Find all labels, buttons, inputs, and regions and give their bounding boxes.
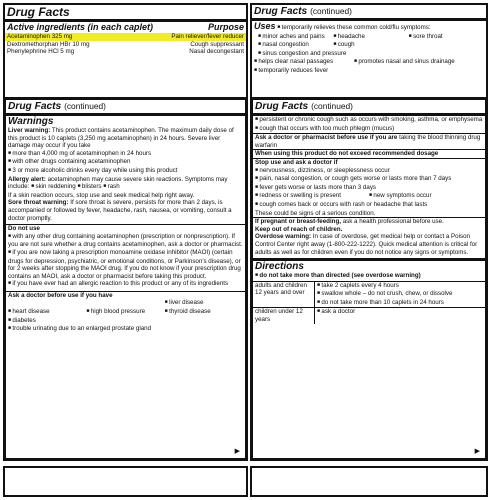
directions-bullet: ■ do not take more than directed (see overdose warning) xyxy=(253,272,485,281)
use-item: ■ sinus congestion and pressure xyxy=(252,50,486,59)
uses-row xyxy=(252,41,486,50)
allergy-symptom: ■ skin reddening xyxy=(31,183,76,190)
pregnancy-text: ask a health professional before use. xyxy=(342,218,444,226)
adults-bullet: ■ swallow whole – do not crush, chew, or dissolve xyxy=(315,290,485,299)
adults-bullet: ■ take 2 caplets every 4 hours xyxy=(315,282,485,291)
ask-pharmacist xyxy=(253,134,485,149)
keep-out-label: Keep out of reach of children. xyxy=(255,225,343,233)
do-not-use-bullet: ■ if you have ever had an allergic reaction to this product or any of its ingredients xyxy=(6,280,245,289)
sore-throat-warning xyxy=(6,199,245,222)
stop-bullet: ■ cough comes back or occurs with rash or headache that lasts xyxy=(253,201,485,210)
panel-directions xyxy=(250,97,488,461)
liver-warning xyxy=(6,127,245,150)
overdose-warning xyxy=(253,233,485,256)
do-not-use-label: Do not use xyxy=(8,225,40,233)
pregnancy-label: If pregnant or breast-feeding, xyxy=(255,218,341,226)
liver-label: Liver warning: xyxy=(8,127,51,134)
ask-pharmacist-text: taking the blood thinning drug warfarin xyxy=(255,134,481,149)
title-text: Drug Facts xyxy=(254,6,308,17)
active-header-row xyxy=(5,22,246,33)
do-not-use-bullet: ■ if you are now taking a prescription monoamine oxidase inhibitor (MAOI) (certain drugs for depression, psychiatric, or emotional conditions, or Parkinson's disease), or for 2 weeks after stopping the MAOI drug. If you do not know if your prescription drug contains an MAOI, ask a doctor or pharmacist before taking this product. xyxy=(6,249,245,280)
ingredient-row xyxy=(5,33,246,41)
stop-use-label: Stop use and ask a doctor if xyxy=(255,158,338,166)
condition-item: ■ liver disease xyxy=(165,299,243,308)
uses-label: Uses xyxy=(254,21,276,31)
purpose-heading: Purpose xyxy=(207,22,244,32)
stop-text: These could be signs of a serious condition. xyxy=(255,209,376,217)
active-ingredients-heading: Active ingredients (in each caplet) xyxy=(7,22,154,32)
panel-warnings xyxy=(3,97,248,461)
ask-doctor-label: Ask a doctor before use if you have xyxy=(8,291,113,299)
title-text: Drug Facts xyxy=(8,101,62,112)
ingredient-row xyxy=(5,48,246,56)
uses-line xyxy=(252,21,486,33)
ingredient-name: Acetaminophen 325 mg xyxy=(7,33,73,40)
liver-bullet: ■ with other drugs containing acetaminophen xyxy=(6,158,245,167)
do-not-use-bullet: ■ with any other drug containing acetaminophen (prescription or nonprescription). If you are not sure whether a drug contains acetaminophen, ask a doctor or pharmacist. xyxy=(6,233,245,249)
liver-text: This product contains acetaminophen. The maximum daily dose of this product is 10 caplets (3,250 mg acetaminophen) in 24 hours. Severe liver damage may occur if you take xyxy=(8,127,234,150)
stop-bullet: ■ fever gets worse or lasts more than 3 days xyxy=(253,184,485,193)
allergy-text: acetaminophen may cause severe skin reactions. Symptoms may include: xyxy=(8,175,228,191)
overdose-label: Overdose warning: xyxy=(255,233,312,241)
directions-heading: Directions xyxy=(255,261,304,273)
allergy-symptom: ■ blisters xyxy=(77,183,101,190)
panel-questions xyxy=(250,466,488,497)
panel-other-info xyxy=(3,466,248,497)
sore-label: Sore throat warning: xyxy=(8,199,69,207)
liver-bullet: ■ 3 or more alcoholic drinks every day while using this product xyxy=(6,167,245,176)
adults-bullet: ■ do not take more than 10 caplets in 24 hours xyxy=(315,299,485,308)
condition-item: ■ trouble urinating due to an enlarged prostate gland xyxy=(6,325,245,334)
condition-item: ■ thyroid disease xyxy=(165,308,243,317)
ingredient-name: Dextromethorphan HBr 10 mg xyxy=(7,40,90,48)
dosage-row-children xyxy=(253,308,485,323)
use-item: ■ headache xyxy=(333,33,408,42)
ingredient-name: Phenylephrine HCl 5 mg xyxy=(7,48,75,56)
dosage-row-adults xyxy=(253,281,485,309)
allergy-alert xyxy=(6,176,245,192)
use-item: ■ sore throat xyxy=(409,33,484,42)
ask-bullet: ■ persistent or chronic cough such as occurs with smoking, asthma, or emphysema xyxy=(253,116,485,125)
sore-text: If sore throat is severe, persists for more than 2 days, is accompanied or followed by fever, headache, rash, nausea, or vomiting, consult a doctor promptly. xyxy=(8,199,232,222)
uses-row xyxy=(252,58,486,67)
continued-label: (continued) xyxy=(311,101,353,111)
ask-pharmacist-label: Ask a doctor or pharmacist before use if you are xyxy=(255,134,398,142)
ask-row xyxy=(6,299,245,308)
use-item: ■ temporarily reduces fever xyxy=(252,67,486,76)
when-using-label: When using this product do not exceed recommended dosage xyxy=(255,150,439,158)
stop-bullet: ■ redness or swelling is present xyxy=(255,192,369,201)
allergy-label: Allergy alert: xyxy=(8,175,46,183)
ask-bullet: ■ cough that occurs with too much phlegm (mucus) xyxy=(253,125,485,134)
uses-row xyxy=(252,33,486,42)
use-item: ■ promotes nasal and sinus drainage xyxy=(354,58,484,67)
panel-title xyxy=(6,100,245,113)
use-item: ■ minor aches and pains xyxy=(258,33,333,42)
pregnancy-warning xyxy=(253,218,485,226)
continue-arrow-icon: ▶ xyxy=(474,448,480,455)
children-label: children under 12 years xyxy=(253,308,315,323)
allergy-symptom: ■ rash xyxy=(103,183,119,190)
use-item: ■ nasal congestion xyxy=(258,41,333,50)
continued-label: (continued) xyxy=(64,101,106,111)
stop-bullet: ■ pain, nasal congestion, or cough gets worse or lasts more than 7 days xyxy=(253,175,485,184)
stop-bullet: ■ nervousness, dizziness, or sleeplessness occur xyxy=(253,167,485,176)
adults-instructions xyxy=(315,282,485,308)
ingredient-purpose: Pain reliever/fever reducer xyxy=(171,33,244,40)
adults-label: adults and children 12 years and over xyxy=(253,282,315,308)
continue-arrow-icon: ▶ xyxy=(234,448,240,455)
use-item: ■ cough xyxy=(333,41,408,50)
condition-item: ■ high blood pressure xyxy=(86,308,164,317)
ask-row xyxy=(6,308,245,317)
panel-title xyxy=(253,100,485,113)
use-item: ■ helps clear nasal passages xyxy=(254,58,354,67)
condition-item: ■ heart disease xyxy=(8,308,86,317)
ingredient-purpose: Nasal decongestant xyxy=(189,48,244,56)
condition-item: ■ diabetes xyxy=(6,317,245,326)
panel-title: Drug Facts xyxy=(7,5,70,19)
warnings-heading: Warnings xyxy=(8,116,54,127)
children-bullet: ■ ask a doctor xyxy=(315,308,485,323)
overdose-text: In case of overdose, get medical help or contact a Poison Control Center right away (1-800-222-1222). Quick medical attention is critical for adults as well as for children even if you do not notice any signs or symptoms. xyxy=(255,233,478,256)
panel-title xyxy=(252,5,486,18)
continued-label: (continued) xyxy=(310,6,352,16)
stop-row xyxy=(253,192,485,201)
liver-bullet: ■ more than 4,000 mg of acetaminophen in 24 hours xyxy=(6,150,245,159)
title-text: Drug Facts xyxy=(255,101,309,112)
allergy-text2: If a skin reaction occurs, stop use and seek medical help right away. xyxy=(8,191,195,199)
stop-bullet: ■ new symptoms occur xyxy=(369,192,483,201)
ingredient-purpose: Cough suppressant xyxy=(190,40,244,48)
uses-text: ■ temporarily relieves these common cold/flu symptoms: xyxy=(277,24,430,31)
ingredient-row xyxy=(5,41,246,49)
